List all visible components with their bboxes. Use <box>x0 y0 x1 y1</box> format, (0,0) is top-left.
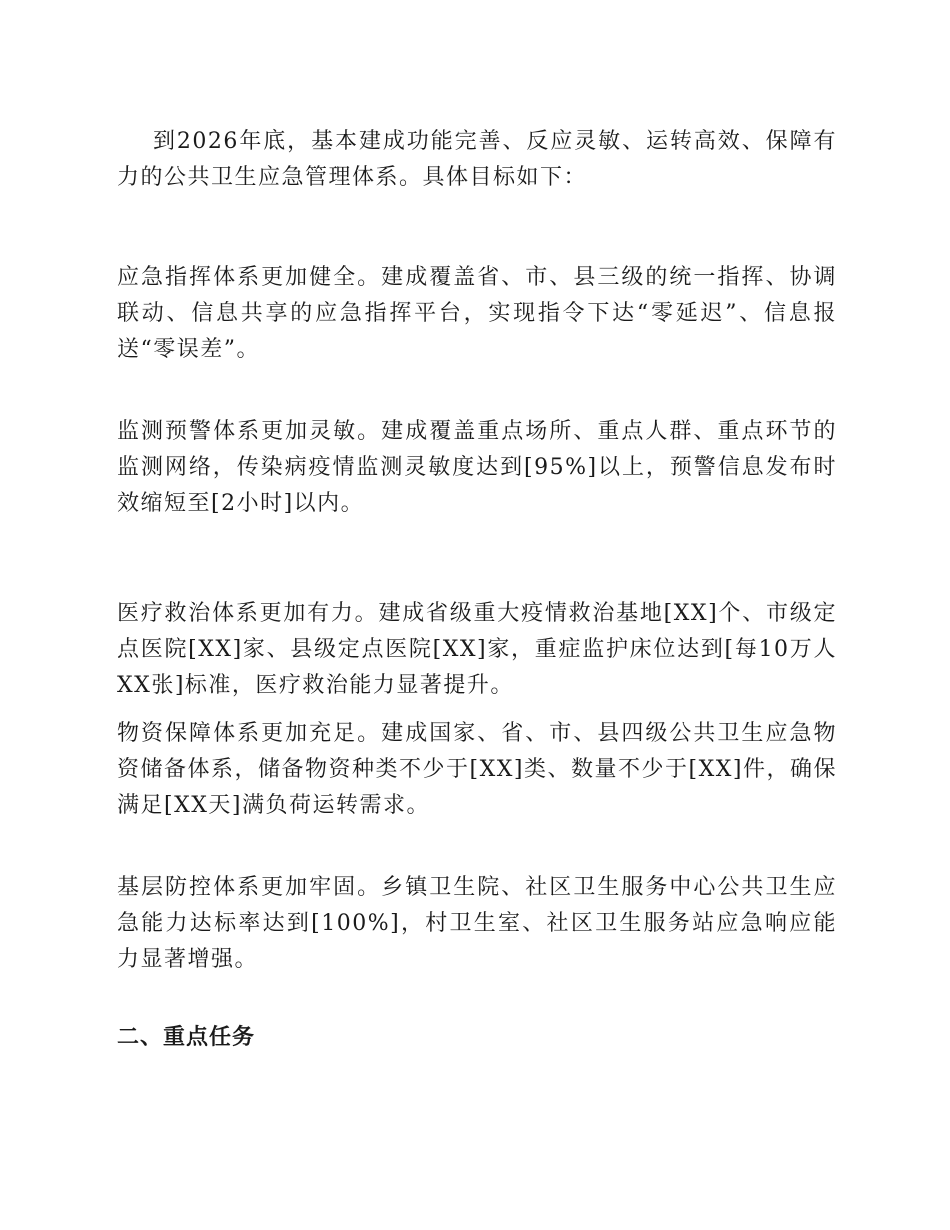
intro-paragraph: 到2026年底，基本建成功能完善、反应灵敏、运转高效、保障有力的公共卫生应急管理体系。具体目标如下： <box>117 129 837 190</box>
goal-paragraph-monitoring: 监测预警体系更加灵敏。建成覆盖重点场所、重点人群、重点环节的监测网络，传染病疫情监测灵敏度达到[95%]以上，预警信息发布时效缩短至[2小时]以内。 <box>117 419 837 516</box>
goal-paragraph-command: 应急指挥体系更加健全。建成覆盖省、市、县三级的统一指挥、协调联动、信息共享的应急指挥平台，实现指令下达“零延迟”、信息报送“零误差”。 <box>117 265 837 362</box>
section-heading: 二、重点任务 <box>117 1025 256 1050</box>
goal-paragraph-treatment: 医疗救治体系更加有力。建成省级重大疫情救治基地[XX]个、市级定点医院[XX]家、县级定点医院[XX]家，重症监护床位达到[每10万人XX张]标准，医疗救治能力显著提升。 <box>117 601 837 698</box>
goal-paragraph-supplies: 物资保障体系更加充足。建成国家、省、市、县四级公共卫生应急物资储备体系，储备物资种类不少于[XX]类、数量不少于[XX]件，确保满足[XX天]满负荷运转需求。 <box>117 721 837 818</box>
goal-paragraph-grassroots: 基层防控体系更加牢固。乡镇卫生院、社区卫生服务中心公共卫生应急能力达标率达到[100%]，村卫生室、社区卫生服务站应急响应能力显著增强。 <box>117 875 837 972</box>
